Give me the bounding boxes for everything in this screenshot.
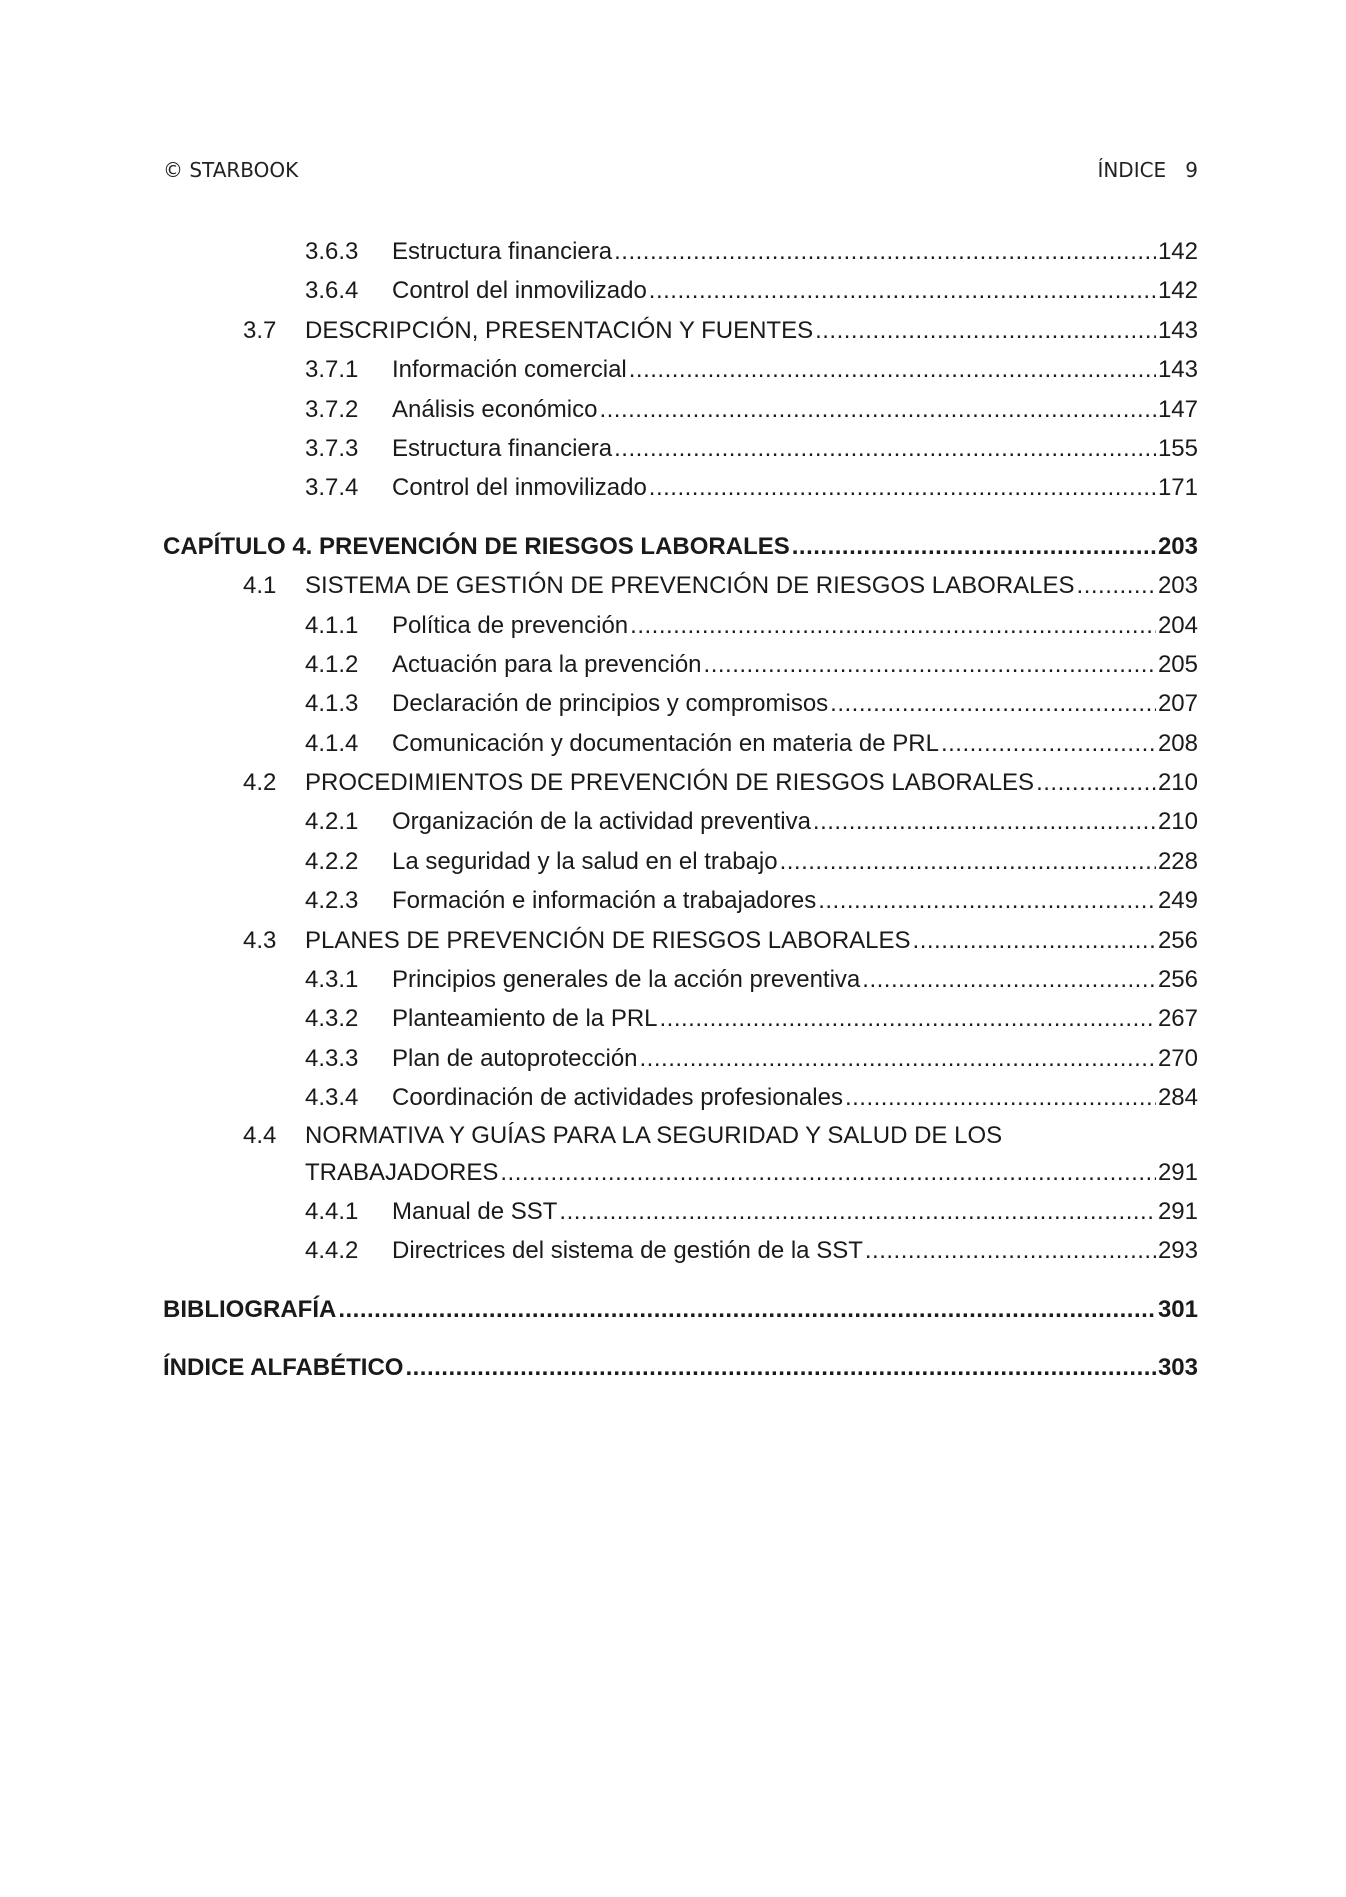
toc-number: 4.1.4 (305, 729, 359, 757)
toc-title: Análisis económico (392, 395, 598, 423)
dot-leader (660, 999, 1156, 1038)
toc-title: CAPÍTULO 4. PREVENCIÓN DE RIESGOS LABORALES (163, 532, 790, 560)
toc-page: 210 (1157, 808, 1198, 836)
toc-number: 4.3.1 (305, 966, 359, 994)
dot-leader (614, 429, 1156, 468)
dot-leader (649, 468, 1156, 507)
toc-page: 210 (1157, 769, 1198, 797)
toc-entry[interactable] (163, 1039, 1198, 1078)
toc-entry[interactable] (163, 1231, 1198, 1270)
dot-leader (941, 724, 1156, 763)
toc-page: 143 (1157, 356, 1198, 384)
toc-entry[interactable] (163, 645, 1198, 684)
toc-entry[interactable] (163, 350, 1198, 389)
toc-number: 3.7 (243, 316, 277, 344)
dot-leader (813, 802, 1156, 841)
dot-leader (599, 390, 1156, 429)
table-of-contents (163, 232, 1198, 1388)
toc-page: 142 (1157, 237, 1198, 265)
dot-leader (792, 527, 1156, 566)
toc-page: 208 (1157, 729, 1198, 757)
toc-title: Formación e información a trabajadores (392, 887, 817, 915)
toc-number: 4.2.1 (305, 808, 359, 836)
toc-page: 291 (1157, 1197, 1198, 1225)
toc-number: 4.3.3 (305, 1044, 359, 1072)
dot-leader (1036, 763, 1156, 802)
dot-leader (862, 960, 1156, 999)
toc-chapter-entry[interactable] (163, 527, 1198, 566)
toc-entry[interactable] (163, 881, 1198, 920)
toc-page: 205 (1157, 650, 1198, 678)
toc-entry[interactable] (163, 842, 1198, 881)
toc-number: 4.2 (243, 769, 277, 797)
toc-chapter-entry[interactable] (163, 1290, 1198, 1329)
toc-entry[interactable] (163, 232, 1198, 271)
toc-title: Organización de la actividad preventiva (392, 808, 811, 836)
toc-number: 4.4.2 (305, 1237, 359, 1265)
toc-number: 3.7.3 (305, 434, 359, 462)
toc-title: SISTEMA DE GESTIÓN DE PREVENCIÓN DE RIESGOS LABORALES (305, 572, 1075, 600)
dot-leader (865, 1231, 1156, 1270)
toc-number: 3.6.4 (305, 277, 359, 305)
toc-page: 143 (1157, 316, 1198, 344)
toc-entry[interactable] (163, 802, 1198, 841)
toc-title: Información comercial (392, 356, 627, 384)
dot-leader (559, 1192, 1156, 1231)
dot-leader (913, 921, 1156, 960)
toc-page: 270 (1157, 1044, 1198, 1072)
toc-page: 301 (1157, 1295, 1198, 1323)
toc-title: PLANES DE PREVENCIÓN DE RIESGOS LABORALES (305, 926, 911, 954)
toc-page: 256 (1157, 966, 1198, 994)
toc-page: 147 (1157, 395, 1198, 423)
toc-title: Directrices del sistema de gestión de la SST (392, 1237, 863, 1265)
toc-entry[interactable] (163, 429, 1198, 468)
dot-leader (704, 645, 1156, 684)
toc-entry[interactable] (163, 1192, 1198, 1231)
toc-title: Control del inmovilizado (392, 277, 647, 305)
toc-title: La seguridad y la salud en el trabajo (392, 847, 778, 875)
toc-number: 4.1.2 (305, 650, 359, 678)
toc-entry[interactable] (163, 1118, 1198, 1153)
toc-entry-continuation[interactable] (163, 1153, 1198, 1192)
toc-number: 4.2.2 (305, 847, 359, 875)
toc-title: BIBLIOGRAFÍA (163, 1295, 337, 1323)
toc-page: 204 (1157, 611, 1198, 639)
toc-page: 142 (1157, 277, 1198, 305)
toc-entry[interactable] (163, 684, 1198, 723)
dot-leader (649, 271, 1156, 310)
toc-page: 284 (1157, 1084, 1198, 1112)
dot-leader (338, 1290, 1156, 1329)
toc-entry[interactable] (163, 468, 1198, 507)
toc-page: 249 (1157, 887, 1198, 915)
toc-title: DESCRIPCIÓN, PRESENTACIÓN Y FUENTES (305, 316, 814, 344)
toc-chapter-entry[interactable] (163, 1348, 1198, 1387)
toc-entry[interactable] (163, 390, 1198, 429)
toc-number: 4.4 (243, 1121, 277, 1149)
toc-entry[interactable] (163, 763, 1198, 802)
toc-title: Actuación para la prevención (392, 650, 702, 678)
dot-leader (815, 311, 1156, 350)
toc-entry[interactable] (163, 724, 1198, 763)
toc-title: Control del inmovilizado (392, 474, 647, 502)
dot-leader (830, 684, 1156, 723)
toc-title: Principios generales de la acción preventiva (392, 966, 861, 994)
toc-number: 4.4.1 (305, 1197, 359, 1225)
toc-page: 303 (1157, 1354, 1198, 1382)
toc-entry[interactable] (163, 999, 1198, 1038)
dot-leader (1077, 566, 1156, 605)
toc-entry[interactable] (163, 311, 1198, 350)
page-header (163, 158, 1198, 186)
toc-entry[interactable] (163, 1078, 1198, 1117)
toc-title: Comunicación y documentación en materia de PRL (392, 729, 939, 757)
dot-leader (614, 232, 1156, 271)
toc-entry[interactable] (163, 566, 1198, 605)
dot-leader (780, 842, 1156, 881)
toc-title: Estructura financiera (392, 237, 613, 265)
toc-entry[interactable] (163, 606, 1198, 645)
toc-title: ÍNDICE ALFABÉTICO (163, 1354, 404, 1382)
dot-leader (818, 881, 1156, 920)
toc-title: Declaración de principios y compromisos (392, 690, 829, 718)
toc-title: Manual de SST (392, 1197, 558, 1225)
toc-page: 293 (1157, 1237, 1198, 1265)
dot-leader (640, 1039, 1156, 1078)
toc-entry[interactable] (163, 960, 1198, 999)
toc-number: 4.1.3 (305, 690, 359, 718)
section-page-label: ÍNDICE 9 (1097, 158, 1198, 182)
toc-number: 4.3 (243, 926, 277, 954)
toc-page: 228 (1157, 847, 1198, 875)
toc-number: 3.7.1 (305, 356, 359, 384)
toc-page: 203 (1157, 572, 1198, 600)
toc-page: 267 (1157, 1005, 1198, 1033)
toc-title: Plan de autoprotección (392, 1044, 638, 1072)
dot-leader (629, 350, 1156, 389)
toc-number: 3.7.2 (305, 395, 359, 423)
toc-page: 256 (1157, 926, 1198, 954)
dot-leader (405, 1348, 1156, 1387)
dot-leader (845, 1078, 1156, 1117)
dot-leader (630, 606, 1156, 645)
toc-page: 207 (1157, 690, 1198, 718)
toc-number: 4.3.2 (305, 1005, 359, 1033)
toc-number: 3.7.4 (305, 474, 359, 502)
toc-page: 291 (1157, 1158, 1198, 1186)
toc-title: Coordinación de actividades profesionales (392, 1084, 843, 1112)
toc-number: 4.1 (243, 572, 277, 600)
toc-title: Estructura financiera (392, 434, 613, 462)
toc-title: PROCEDIMIENTOS DE PREVENCIÓN DE RIESGOS LABORALES (305, 769, 1035, 797)
toc-title: NORMATIVA Y GUÍAS PARA LA SEGURIDAD Y SALUD DE LOS (305, 1121, 1003, 1149)
toc-title-continuation: TRABAJADORES (305, 1158, 499, 1186)
toc-number: 3.6.3 (305, 237, 359, 265)
toc-page: 171 (1157, 474, 1198, 502)
dot-leader (500, 1153, 1156, 1192)
toc-number: 4.1.1 (305, 611, 359, 639)
toc-title: Planteamiento de la PRL (392, 1005, 658, 1033)
toc-number: 4.3.4 (305, 1084, 359, 1112)
publisher-label: © STARBOOK (163, 158, 299, 182)
toc-number: 4.2.3 (305, 887, 359, 915)
toc-page: 155 (1157, 434, 1198, 462)
toc-page: 203 (1157, 532, 1198, 560)
toc-entry[interactable] (163, 271, 1198, 310)
toc-entry[interactable] (163, 921, 1198, 960)
toc-title: Política de prevención (392, 611, 629, 639)
